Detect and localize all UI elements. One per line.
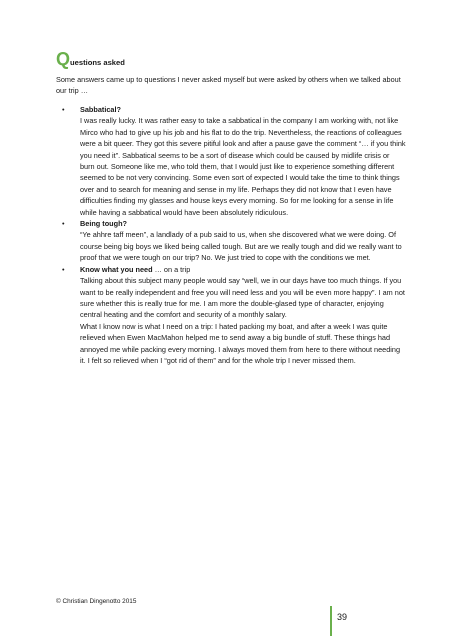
- question-suffix: … on a trip: [152, 264, 191, 274]
- question-title: [80, 104, 406, 115]
- answer-paragraph: “Ye ahhre taff meen”, a landlady of a pub said to us, when she discovered what we were doing. Of course being big boys we liked being called tough. But are we really tough and did we really want to proof that we were tough on our trip? No. We just tried to cope with the conditions we met.: [80, 230, 402, 263]
- question-item-know-what-you-need: [56, 264, 406, 367]
- bullet-icon: •: [62, 264, 65, 274]
- bullet-icon: •: [62, 105, 65, 114]
- question-text: Sabbatical?: [80, 105, 121, 114]
- copyright-notice: © Christian Dingenotto 2015: [56, 598, 137, 605]
- question-title: [80, 264, 406, 275]
- question-text: Being tough?: [80, 219, 128, 229]
- question-item-sabbatical: [56, 104, 406, 218]
- answer-paragraph: Talking about this subject many people would say “well, we in our days have too much things. If you want to be really independent and free you will need less and you will be even more happy”. I am not sure whether this is really true for me. I am more the double-glased type of character, enjoying central heating and the comfort and security of a monthly salary.: [80, 276, 405, 320]
- section-heading: [56, 50, 125, 70]
- page-number-accent-bar: [330, 606, 332, 636]
- question-list: [56, 104, 406, 366]
- intro-paragraph: Some answers came up to questions I never asked myself but were asked by others when we talked about our trip …: [56, 75, 401, 96]
- question-title: [80, 218, 406, 229]
- bullet-icon: •: [62, 219, 65, 229]
- heading-text: uestions asked: [70, 58, 125, 67]
- question-text: Know what you need: [80, 264, 153, 274]
- answer-paragraph: I was really lucky. It was rather easy to take a sabbatical in the company I am working with, not like Mirco who had to give up his job and his flat to do the trip. Nevertheless, the reactions of colleagues were a bit queer. They got this severe pitiful look and after a pause gave the comment “… if you think you need it”. Sabbatical seems to be a sort of disease which could be caused by midlife crisis or burn out. Someone like me, who told them, that I would just like to experience something different seemed to be not very convincing. Some even sort of expected I would take the time to think things over and to search for meaning and sense in my life. Perhaps they did not know that I even have difficulties finding my glasses and house keys every morning. So for me looking for a sense in life while having a sabbatical would have been absolutely ridiculous.: [80, 116, 406, 217]
- answer-paragraph: What I know now is what I need on a trip: I hated packing my boat, and after a week I was quite relieved when Ewen MacMahon helped me to send away a big bundle of stuff. These things had annoyed me while packing every morning. I always moved them from here to there without needing it. I felt so relieved when I “got rid of them” and for the whole trip I never missed them.: [80, 321, 401, 365]
- question-item-being-tough: [56, 218, 406, 264]
- page-number: 39: [337, 612, 348, 622]
- heading-initial-letter: Q: [56, 49, 71, 69]
